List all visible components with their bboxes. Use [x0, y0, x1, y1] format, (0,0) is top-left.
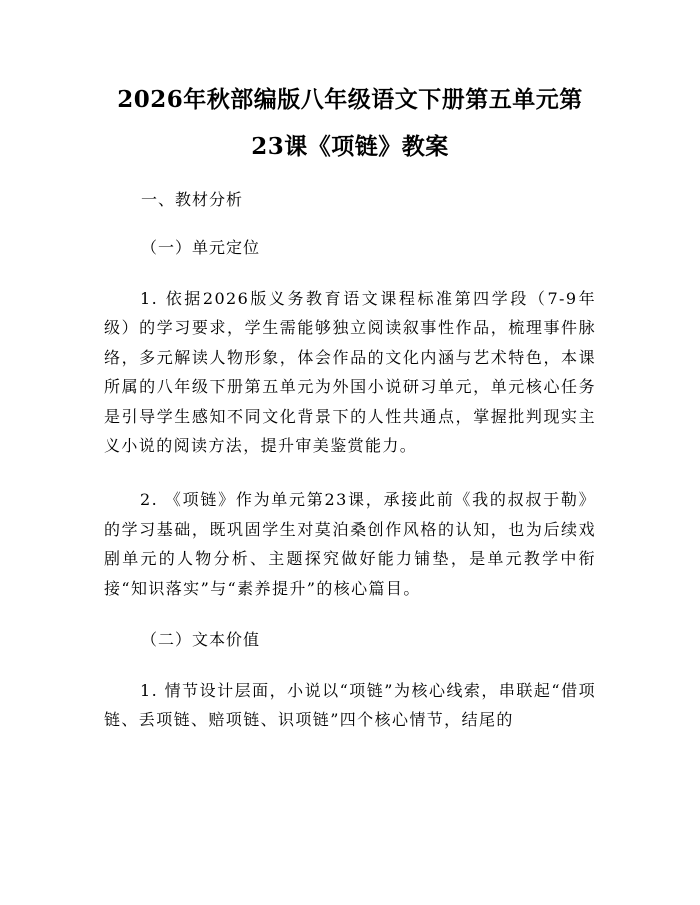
document-title	[104, 76, 596, 170]
paragraph-curriculum-requirements: 1. 依据2026版义务教育语文课程标准第四学段（7-9年级）的学习要求，学生需能够独立阅读叙事性作品，梳理事件脉络，多元解读人物形象，体会作品的文化内涵与艺术特色，本课所属的八年级下册第五单元为外国小说研习单元，单元核心任务是引导学生感知不同文化背景下的人性共通点，掌握批判现实主义小说的阅读方法，提升审美鉴赏能力。	[104, 289, 596, 456]
section-heading-textbook-analysis: 一、教材分析	[141, 190, 244, 209]
subsection-heading-text-value: （二）文本价值	[141, 630, 261, 650]
subsection-heading-unit-positioning: （一）单元定位	[141, 238, 261, 257]
paragraph-plot-design: 1. 情节设计层面，小说以“项链”为核心线索，串联起“借项链、丢项链、赔项链、识项链”四个核心情节，结尾的	[104, 681, 596, 730]
paragraph-lesson-position: 2. 《项链》作为单元第23课，承接此前《我的叔叔于勒》的学习基础，既巩固学生对莫泊桑创作风格的认知，也为后续戏剧单元的人物分析、主题探究做好能力铺垫，是单元教学中衔接“知识落实”与“素养提升”的核心篇目。	[104, 490, 596, 598]
title-line-2: 23课《项链》教案	[251, 133, 449, 160]
title-line-1: 2026年秋部编版八年级语文下册第五单元第	[117, 86, 583, 113]
